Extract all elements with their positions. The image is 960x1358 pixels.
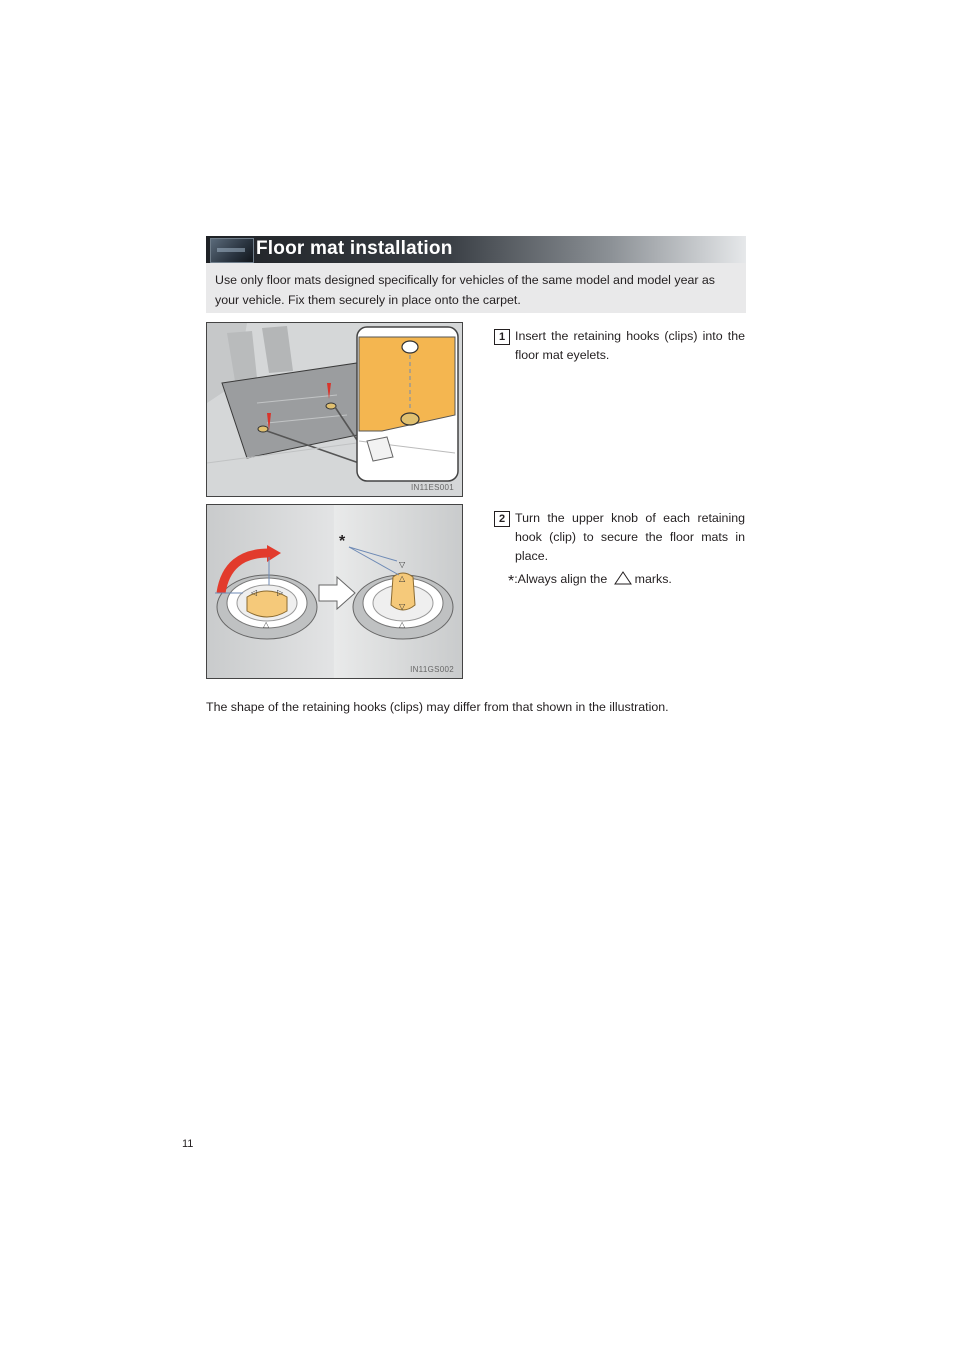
- intro-box: [206, 263, 746, 313]
- svg-text:△: △: [399, 620, 406, 629]
- section-header-bar: [206, 236, 746, 263]
- svg-text:◁: ◁: [251, 588, 258, 597]
- step-text: Insert the retaining hooks (clips) into the floor mat eyelets.: [515, 329, 745, 362]
- svg-text:▽: ▽: [399, 602, 406, 611]
- alignment-note: [508, 570, 672, 591]
- svg-text:△: △: [263, 620, 270, 629]
- retaining-knob-illustration: [207, 505, 462, 678]
- figure-code: IN11ES001: [410, 483, 454, 492]
- figure-retaining-knob: [206, 504, 463, 679]
- svg-text:▷: ▷: [277, 588, 284, 597]
- footer-note: The shape of the retaining hooks (clips) may differ from that shown in the illustration.: [206, 700, 669, 714]
- note-asterisk: *: [508, 573, 515, 590]
- svg-text:△: △: [399, 574, 406, 583]
- section-title: Floor mat installation: [256, 238, 453, 259]
- figure-star-mark: *: [339, 533, 346, 550]
- step-text: Turn the upper knob of each retaining hook (clip) to secure the floor mats in place.: [515, 511, 745, 563]
- figure-code: IN11GS002: [410, 665, 454, 674]
- step-number: 1: [494, 329, 510, 345]
- header-thumbnail-icon: [210, 238, 254, 263]
- svg-text:▽: ▽: [399, 560, 406, 569]
- triangle-mark-icon: [614, 571, 632, 585]
- note-text-after: marks.: [634, 572, 672, 586]
- page-number: 11: [182, 1138, 194, 1150]
- intro-text: Use only floor mats designed specifically for vehicles of the same model and model year as your vehicle. Fix them securely in place onto the carpet.: [215, 273, 715, 307]
- figure-floor-mat-hooks: [206, 322, 463, 497]
- floor-mat-illustration: [207, 323, 462, 496]
- step-number: 2: [494, 511, 510, 527]
- note-text-before: :Always align the: [514, 572, 608, 586]
